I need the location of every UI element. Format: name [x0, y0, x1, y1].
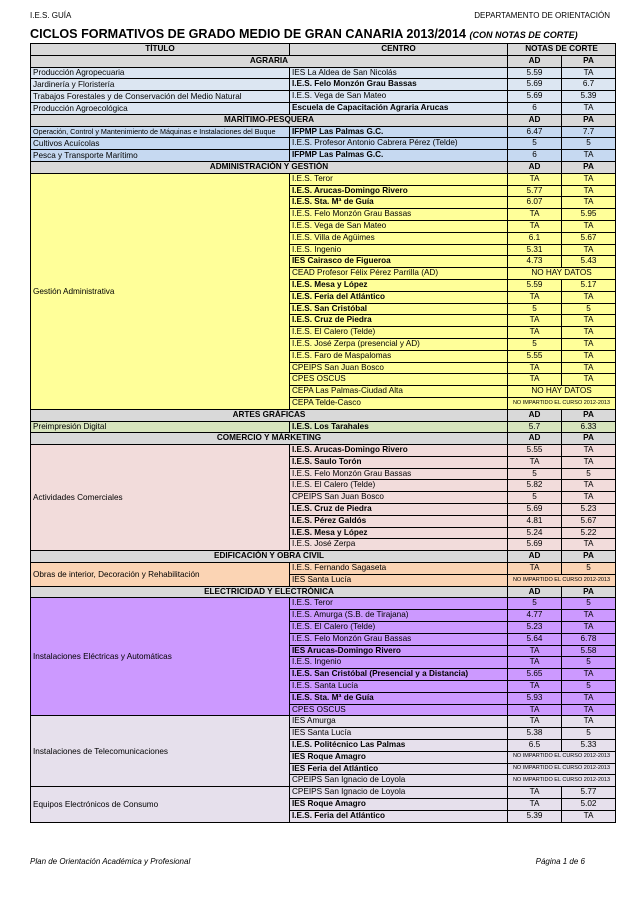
centro-cell: I.E.S. Feria del Atlántico — [290, 291, 508, 303]
title-subtitle: (CON NOTAS DE CORTE) — [469, 30, 578, 40]
table-row — [31, 598, 616, 610]
nota-ad: 5.38 — [508, 728, 562, 740]
centro-cell: CEPA Las Palmas-Ciudad Alta — [290, 386, 508, 398]
centro-cell: IES Roque Amagro — [290, 799, 508, 811]
nota-pa: 5.39 — [562, 91, 616, 103]
nota-merged: NO IMPARTIDO EL CURSO 2012-2013 — [508, 574, 616, 586]
nota-ad: TA — [508, 645, 562, 657]
nota-pa: TA — [562, 539, 616, 551]
nota-ad: TA — [508, 327, 562, 339]
centro-cell: CPES OSCUS — [290, 374, 508, 386]
section-name: MARÍTIMO-PESQUERA — [31, 114, 508, 126]
page-footer — [30, 857, 585, 869]
centro-cell: I.E.S. Teror — [290, 173, 508, 185]
section-row — [31, 433, 616, 445]
nota-pa: 5.67 — [562, 232, 616, 244]
nota-pa: 5.17 — [562, 279, 616, 291]
table-row — [31, 563, 616, 575]
nota-ad: TA — [508, 563, 562, 575]
ciclo-title: Preimpresión Digital — [31, 421, 290, 433]
centro-cell: IES Cairasco de Figueroa — [290, 256, 508, 268]
nota-pa: 5 — [562, 468, 616, 480]
centro-cell: IES Santa Lucía — [290, 728, 508, 740]
nota-ad: TA — [508, 315, 562, 327]
table-header-row — [31, 44, 616, 56]
nota-ad: 5.39 — [508, 810, 562, 822]
centro-cell: IFPMP Las Palmas G.C. — [290, 126, 508, 138]
nota-ad: 5 — [508, 492, 562, 504]
nota-ad: 6.5 — [508, 740, 562, 752]
nota-pa: 6.33 — [562, 421, 616, 433]
ciclo-title: Obras de interior, Decoración y Rehabilitación — [31, 563, 290, 587]
centro-cell: I.E.S. Politécnico Las Palmas — [290, 740, 508, 752]
nota-pa: 5 — [562, 728, 616, 740]
nota-pa: 6.78 — [562, 633, 616, 645]
section-name: ARTES GRÁFICAS — [31, 409, 508, 421]
nota-ad: 5.69 — [508, 539, 562, 551]
ciclo-title: Producción Agroecológica — [31, 102, 290, 114]
centro-cell: I.E.S. Felo Monzón Grau Bassas — [290, 633, 508, 645]
table-row — [31, 787, 616, 799]
nota-ad: 5.69 — [508, 79, 562, 91]
nota-ad: 5 — [508, 303, 562, 315]
nota-pa: 5 — [562, 598, 616, 610]
section-ad-label: AD — [508, 409, 562, 421]
section-pa-label: PA — [562, 161, 616, 173]
ciclo-title: Pesca y Transporte Marítimo — [31, 150, 290, 162]
nota-ad: 5.55 — [508, 445, 562, 457]
nota-pa: TA — [562, 362, 616, 374]
page-header — [30, 11, 610, 23]
nota-merged: NO IMPARTIDO EL CURSO 2012-2013 — [508, 751, 616, 763]
nota-ad: TA — [508, 209, 562, 221]
centro-cell: CPES OSCUS — [290, 704, 508, 716]
nota-ad: 5.69 — [508, 91, 562, 103]
nota-pa: TA — [562, 291, 616, 303]
table-row — [31, 126, 616, 138]
nota-ad: 6.07 — [508, 197, 562, 209]
centro-cell: I.E.S. Felo Monzón Grau Bassas — [290, 79, 508, 91]
nota-pa: TA — [562, 338, 616, 350]
table-row — [31, 91, 616, 103]
nota-pa: TA — [562, 197, 616, 209]
table-row — [31, 421, 616, 433]
nota-pa: 5 — [562, 657, 616, 669]
nota-ad: 5 — [508, 468, 562, 480]
nota-pa: 5 — [562, 563, 616, 575]
nota-pa: TA — [562, 610, 616, 622]
nota-ad: 6 — [508, 102, 562, 114]
nota-pa: TA — [562, 716, 616, 728]
centro-cell: I.E.S. Pérez Galdós — [290, 515, 508, 527]
nota-pa: TA — [562, 492, 616, 504]
nota-ad: 5.93 — [508, 692, 562, 704]
centro-cell: I.E.S. Arucas-Domingo Rivero — [290, 445, 508, 457]
centro-cell: I.E.S. Sta. Mª de Guía — [290, 197, 508, 209]
centro-cell: CPEIPS San Ignacio de Loyola — [290, 787, 508, 799]
centro-cell: I.E.S. Sta. Mª de Guía — [290, 692, 508, 704]
centro-cell: I.E.S. Teror — [290, 598, 508, 610]
nota-pa: 5.43 — [562, 256, 616, 268]
centro-cell: I.E.S. El Calero (Telde) — [290, 622, 508, 634]
centro-cell: I.E.S. Ingenio — [290, 657, 508, 669]
centro-cell: I.E.S. José Zerpa (presencial y AD) — [290, 338, 508, 350]
nota-pa: 5.33 — [562, 740, 616, 752]
nota-ad: 6.1 — [508, 232, 562, 244]
centro-cell: CEAD Profesor Félix Pérez Parrilla (AD) — [290, 268, 508, 280]
ciclo-title: Actividades Comerciales — [31, 445, 290, 551]
centro-cell: CPEIPS San Ignacio de Loyola — [290, 775, 508, 787]
ciclo-title: Instalaciones de Telecomunicaciones — [31, 716, 290, 787]
centro-cell: I.E.S. Feria del Atlántico — [290, 810, 508, 822]
nota-ad: TA — [508, 787, 562, 799]
nota-pa: 6.7 — [562, 79, 616, 91]
centro-cell: I.E.S. San Cristóbal (Presencial y a Distancia) — [290, 669, 508, 681]
centro-cell: IES Arucas-Domingo Rivero — [290, 645, 508, 657]
nota-ad: TA — [508, 291, 562, 303]
nota-pa: 5.23 — [562, 504, 616, 516]
nota-pa: TA — [562, 102, 616, 114]
nota-pa: 7.7 — [562, 126, 616, 138]
nota-ad: 5.64 — [508, 633, 562, 645]
nota-pa: 5 — [562, 138, 616, 150]
nota-ad: 5.82 — [508, 480, 562, 492]
nota-ad: 5.77 — [508, 185, 562, 197]
section-name: AGRARIA — [31, 55, 508, 67]
section-ad-label: AD — [508, 551, 562, 563]
page-title — [30, 27, 615, 43]
centro-cell: I.E.S. Felo Monzón Grau Bassas — [290, 468, 508, 480]
centro-cell: CEPA Telde-Casco — [290, 397, 508, 409]
nota-pa: TA — [562, 150, 616, 162]
centro-cell: I.E.S. El Calero (Telde) — [290, 327, 508, 339]
nota-pa: TA — [562, 810, 616, 822]
ciclo-title: Gestión Administrativa — [31, 173, 290, 409]
nota-ad: 5 — [508, 338, 562, 350]
nota-ad: TA — [508, 374, 562, 386]
centro-cell: I.E.S. San Cristóbal — [290, 303, 508, 315]
section-pa-label: PA — [562, 551, 616, 563]
section-pa-label: PA — [562, 433, 616, 445]
nota-pa: TA — [562, 185, 616, 197]
table-row — [31, 150, 616, 162]
nota-pa: 5 — [562, 303, 616, 315]
footer-page: Página 1 de 6 — [535, 857, 585, 866]
centro-cell: I.E.S. Faro de Maspalomas — [290, 350, 508, 362]
centro-cell: I.E.S. Mesa y López — [290, 279, 508, 291]
section-row — [31, 55, 616, 67]
nota-pa: TA — [562, 669, 616, 681]
ciclo-title: Producción Agropecuaria — [31, 67, 290, 79]
centro-cell: I.E.S. Villa de Agüimes — [290, 232, 508, 244]
nota-merged: NO IMPARTIDO EL CURSO 2012-2013 — [508, 775, 616, 787]
section-pa-label: PA — [562, 55, 616, 67]
table-row — [31, 173, 616, 185]
centro-cell: IFPMP Las Palmas G.C. — [290, 150, 508, 162]
nota-ad: 6 — [508, 150, 562, 162]
section-row — [31, 409, 616, 421]
centro-cell: I.E.S. Vega de San Mateo — [290, 91, 508, 103]
table-row — [31, 67, 616, 79]
nota-pa: TA — [562, 315, 616, 327]
nota-merged: NO HAY DATOS — [508, 386, 616, 398]
ciclo-title: Operación, Control y Mantenimiento de Máquinas e Instalaciones del Buque — [31, 126, 290, 138]
table-row — [31, 138, 616, 150]
nota-pa: TA — [562, 173, 616, 185]
nota-ad: TA — [508, 799, 562, 811]
header-titulo: TÍTULO — [31, 44, 290, 56]
nota-ad: TA — [508, 220, 562, 232]
section-ad-label: AD — [508, 433, 562, 445]
nota-ad: 5 — [508, 138, 562, 150]
centro-cell: I.E.S. Amurga (S.B. de Tirajana) — [290, 610, 508, 622]
section-name: ELECTRICIDAD Y ELECTRÓNICA — [31, 586, 508, 598]
nota-ad: TA — [508, 173, 562, 185]
section-name: EDIFICACIÓN Y OBRA CIVIL — [31, 551, 508, 563]
ciclo-title: Instalaciones Eléctricas y Automáticas — [31, 598, 290, 716]
section-pa-label: PA — [562, 586, 616, 598]
nota-ad: 5.24 — [508, 527, 562, 539]
section-pa-label: PA — [562, 409, 616, 421]
nota-ad: 5.69 — [508, 504, 562, 516]
nota-ad: 5.55 — [508, 350, 562, 362]
nota-pa: TA — [562, 67, 616, 79]
section-row — [31, 114, 616, 126]
nota-ad: 5.31 — [508, 244, 562, 256]
centro-cell: I.E.S. Arucas-Domingo Rivero — [290, 185, 508, 197]
nota-ad: 5.65 — [508, 669, 562, 681]
nota-ad: 4.77 — [508, 610, 562, 622]
centro-cell: IES Feria del Atlántico — [290, 763, 508, 775]
nota-pa: 5.22 — [562, 527, 616, 539]
nota-pa: 5.67 — [562, 515, 616, 527]
nota-pa: TA — [562, 220, 616, 232]
nota-merged: NO IMPARTIDO EL CURSO 2012-2013 — [508, 397, 616, 409]
nota-pa: 5.02 — [562, 799, 616, 811]
section-ad-label: AD — [508, 161, 562, 173]
table-row — [31, 102, 616, 114]
nota-pa: TA — [562, 445, 616, 457]
centro-cell: I.E.S. Saulo Torón — [290, 456, 508, 468]
ciclo-title: Jardinería y Floristería — [31, 79, 290, 91]
section-ad-label: AD — [508, 586, 562, 598]
nota-ad: TA — [508, 716, 562, 728]
centro-cell: CPEIPS San Juan Bosco — [290, 492, 508, 504]
centro-cell: CPEIPS San Juan Bosco — [290, 362, 508, 374]
nota-pa: TA — [562, 692, 616, 704]
header-school: I.E.S. GUÍA — [30, 11, 72, 20]
centro-cell: I.E.S. Cruz de Piedra — [290, 504, 508, 516]
nota-ad: TA — [508, 456, 562, 468]
header-centro: CENTRO — [290, 44, 508, 56]
table-row — [31, 716, 616, 728]
centro-cell: I.E.S. Los Tarahales — [290, 421, 508, 433]
section-name: ADMINISTRACIÓN Y GESTIÓN — [31, 161, 508, 173]
table-row — [31, 79, 616, 91]
section-pa-label: PA — [562, 114, 616, 126]
centro-cell: IES Roque Amagro — [290, 751, 508, 763]
title-main: CICLOS FORMATIVOS DE GRADO MEDIO DE GRAN CANARIA 2013/2014 — [30, 27, 466, 41]
section-row — [31, 161, 616, 173]
nota-ad: 5.23 — [508, 622, 562, 634]
section-ad-label: AD — [508, 55, 562, 67]
nota-ad: 4.73 — [508, 256, 562, 268]
centro-cell: I.E.S. Ingenio — [290, 244, 508, 256]
nota-pa: TA — [562, 480, 616, 492]
nota-pa: 5 — [562, 681, 616, 693]
nota-ad: 5.7 — [508, 421, 562, 433]
nota-pa: TA — [562, 244, 616, 256]
section-ad-label: AD — [508, 114, 562, 126]
centro-cell: I.E.S. José Zerpa — [290, 539, 508, 551]
centro-cell: I.E.S. Felo Monzón Grau Bassas — [290, 209, 508, 221]
nota-pa: 5.95 — [562, 209, 616, 221]
centro-cell: IES Amurga — [290, 716, 508, 728]
centro-cell: I.E.S. Vega de San Mateo — [290, 220, 508, 232]
nota-pa: TA — [562, 456, 616, 468]
header-notas: NOTAS DE CORTE — [508, 44, 616, 56]
nota-pa: 5.58 — [562, 645, 616, 657]
nota-merged: NO HAY DATOS — [508, 268, 616, 280]
nota-pa: TA — [562, 350, 616, 362]
nota-merged: NO IMPARTIDO EL CURSO 2012-2013 — [508, 763, 616, 775]
nota-pa: TA — [562, 622, 616, 634]
header-department: DEPARTAMENTO DE ORIENTACIÓN — [474, 11, 610, 20]
footer-plan: Plan de Orientación Académica y Profesional — [30, 857, 191, 866]
nota-ad: TA — [508, 362, 562, 374]
ciclo-title: Cultivos Acuícolas — [31, 138, 290, 150]
section-row — [31, 551, 616, 563]
centro-cell: I.E.S. Mesa y López — [290, 527, 508, 539]
section-name: COMERCIO Y MÁRKETING — [31, 433, 508, 445]
ciclo-title: Equipos Electrónicos de Consumo — [31, 787, 290, 822]
nota-pa: TA — [562, 327, 616, 339]
nota-ad: TA — [508, 657, 562, 669]
nota-ad: 5.59 — [508, 67, 562, 79]
nota-ad: 6.47 — [508, 126, 562, 138]
ciclo-title: Trabajos Forestales y de Conservación del Medio Natural — [31, 91, 290, 103]
centro-cell: IES La Aldea de San Nicolás — [290, 67, 508, 79]
nota-ad: 5.59 — [508, 279, 562, 291]
centro-cell: I.E.S. Santa Lucía — [290, 681, 508, 693]
nota-ad: 5 — [508, 598, 562, 610]
centro-cell: IES Santa Lucía — [290, 574, 508, 586]
nota-pa: TA — [562, 704, 616, 716]
nota-ad: TA — [508, 704, 562, 716]
table-row — [31, 445, 616, 457]
centro-cell: I.E.S. Cruz de Piedra — [290, 315, 508, 327]
nota-ad: TA — [508, 681, 562, 693]
centro-cell: I.E.S. El Calero (Telde) — [290, 480, 508, 492]
centro-cell: I.E.S. Fernando Sagaseta — [290, 563, 508, 575]
centro-cell: I.E.S. Profesor Antonio Cabrera Pérez (Telde) — [290, 138, 508, 150]
nota-pa: 5.77 — [562, 787, 616, 799]
nota-pa: TA — [562, 374, 616, 386]
nota-ad: 4.81 — [508, 515, 562, 527]
section-row — [31, 586, 616, 598]
cutoff-table — [30, 43, 616, 823]
centro-cell: Escuela de Capacitación Agraria Arucas — [290, 102, 508, 114]
